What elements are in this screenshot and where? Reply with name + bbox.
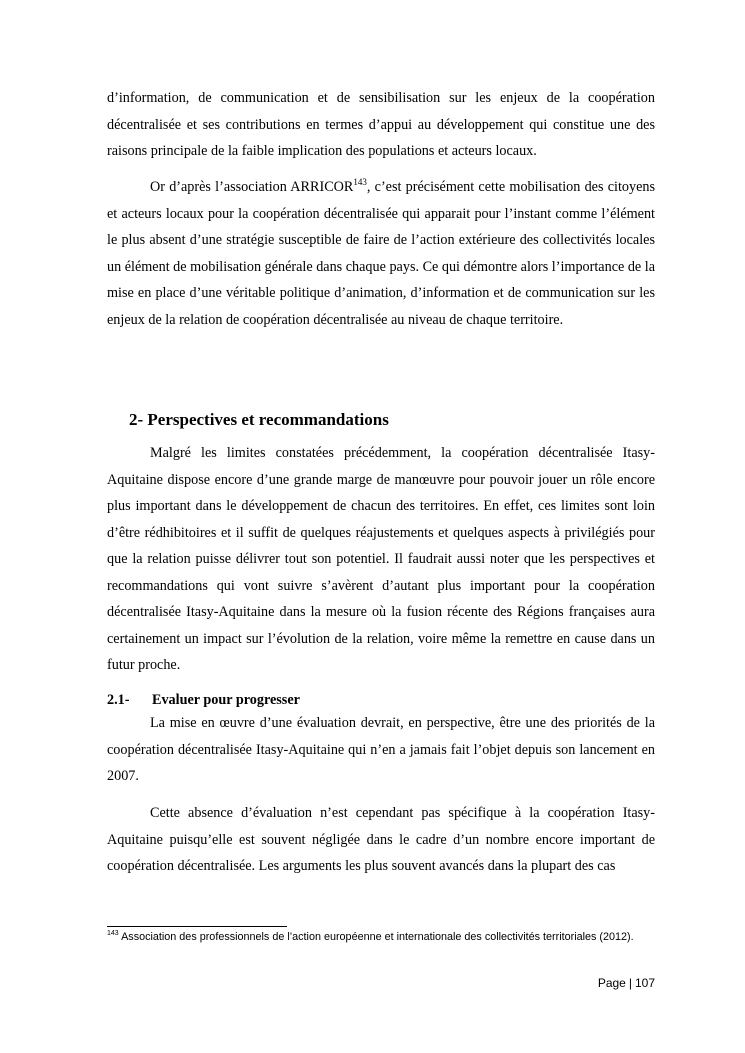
section-heading: 2- Perspectives et recommandations — [129, 410, 389, 429]
subsection-heading — [107, 689, 300, 711]
subsection-number: 2.1- — [107, 692, 130, 708]
page-footer — [598, 974, 655, 992]
footnote-text: Association des professionnels de l’action européenne et internationale des collectivités territoriales (2012). — [118, 931, 634, 943]
footnote-separator — [107, 926, 287, 927]
page-number: 107 — [634, 976, 655, 990]
footnote-marker: 143 — [107, 930, 119, 937]
page-label: Page — [597, 976, 626, 990]
paragraph-4: La mise en œuvre d’une évaluation devrait, en perspective, être une des priorités de la coopération décentralisée Itasy-Aquitaine qui n’en a jamais fait l’objet depuis son lancement en 2007. — [107, 715, 655, 784]
footnote — [107, 929, 655, 946]
paragraph-2-text-start: Or d’après l’association ARRICOR — [150, 179, 354, 195]
subsection-title: Evaluer pour progresser — [152, 692, 300, 708]
page-separator: | — [628, 976, 632, 990]
paragraph-1: d’information, de communication et de sensibilisation sur les enjeux de la coopération décentralisée et ses contributions en termes d’appui au développement qui constitue une des raisons principale de la faible implication des populations et acteurs locaux. — [107, 90, 655, 159]
paragraph-3: Malgré les limites constatées précédemment, la coopération décentralisée Itasy-Aquitaine dispose encore d’une grande marge de manœuvre pour pouvoir jouer un rôle encore plus important dans le développement de chacun des territoires. En effet, ces limites sont loin d’être rédhibitoires et il suffit de quelques réajustements et quelques aspects à privilégiés pour que la relation puisse délivrer tout son potentiel. Il faudrait aussi noter que les perspectives et recommandations qui vont suivre s’avèrent d’autant plus important pour la coopération décentralisée Itasy-Aquitaine dans la mesure où la fusion récente des Régions françaises aura certainement un impact sur l’évolution de la relation, voire même la remettre en cause dans un futur proche. — [107, 445, 655, 673]
footnote-reference: 143 — [353, 177, 367, 187]
paragraph-2 — [107, 174, 655, 333]
paragraph-2-text-end: , c’est précisément cette mobilisation des citoyens et acteurs locaux pour la coopération décentralisée qui apparait pour l’instant comme l’élément le plus absent d’une stratégie susceptible de faire de l’action extérieure des collectivités locales un élément de mobilisation générale dans chaque pays. Ce qui démontre alors l’importance de la mise en place d’une véritable politique d’animation, d’information et de communication sur les enjeux de la relation de coopération décentralisée au niveau de chaque territoire. — [107, 179, 656, 328]
paragraph-5: Cette absence d’évaluation n’est cependant pas spécifique à la coopération Itasy-Aquitaine puisqu’elle est souvent négligée dans le cadre d’un nombre encore important de coopération décentralisée. Les arguments les plus souvent avancés dans la plupart des cas — [107, 805, 655, 874]
